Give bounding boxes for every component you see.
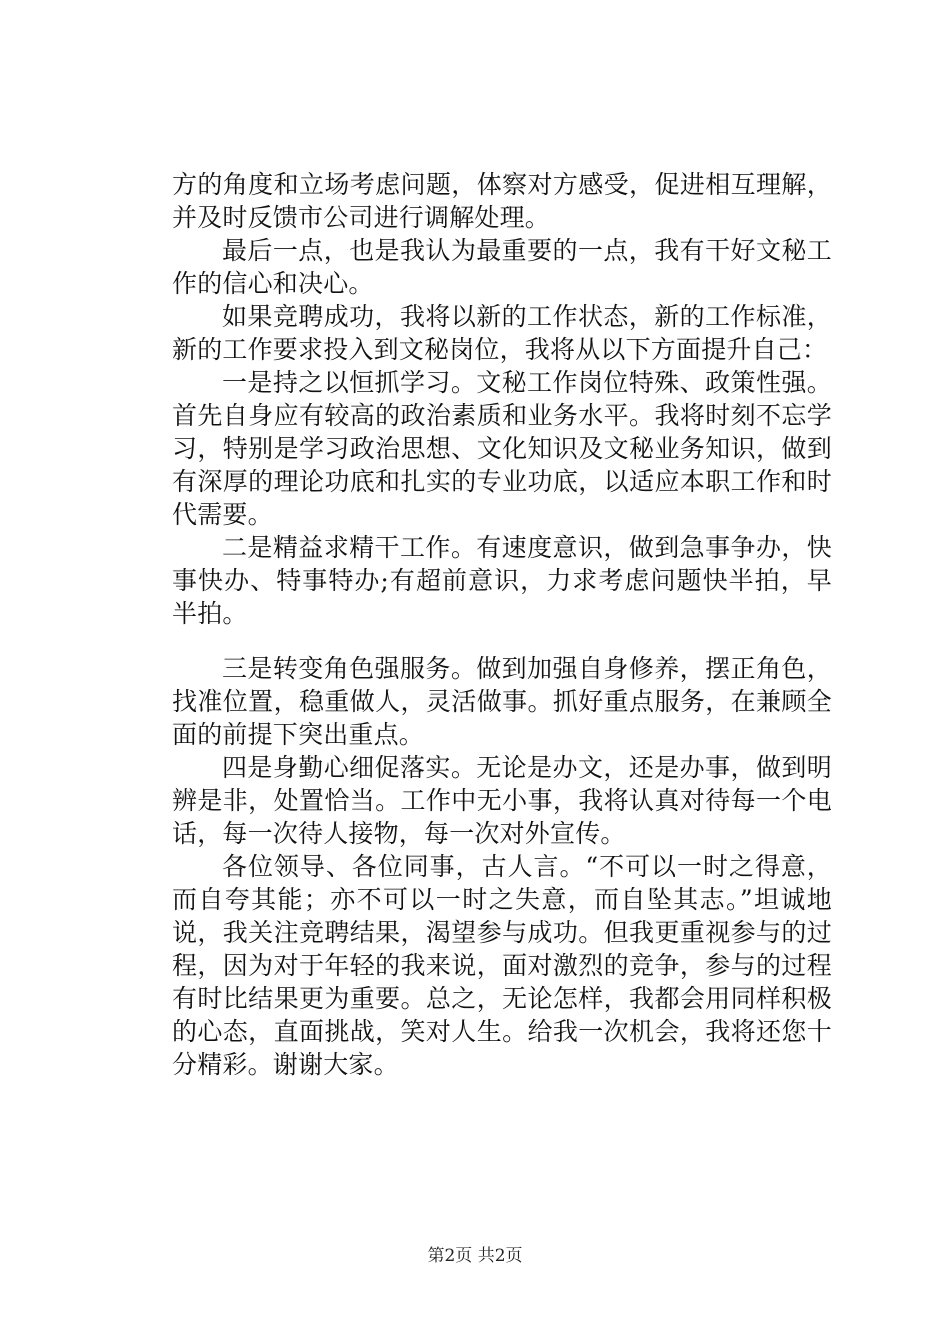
paragraph-point-three: 三是转变角色强服务。做到加强自身修养，摆正角色，找准位置，稳重做人，灵活做事。抓好重点服务，在兼顾全面的前提下突出重点。 (172, 654, 832, 749)
paragraph-continuation: 方的角度和立场考虑问题，体察对方感受，促进相互理解，并及时反馈市公司进行调解处理。 (172, 170, 832, 232)
paragraph-closing: 各位领导、各位同事，古人言。“不可以一时之得意，而自夸其能；亦不可以一时之失意，而自坠其志。”坦诚地说，我关注竞聘结果，渴望参与成功。但我更重视参与的过程，因为对于年轻的我来说，面对激烈的竞争，参与的过程有时比结果更为重要。总之，无论怎样，我都会用同样积极的心态，直面挑战，笑对人生。给我一次机会，我将还您十分精彩。谢谢大家。 (172, 852, 832, 1079)
paragraph-point-two: 二是精益求精干工作。有速度意识，做到急事争办，快事快办、特事特办;有超前意识，力求考虑问题快半拍，早半拍。 (172, 533, 832, 628)
paragraph-confidence: 最后一点，也是我认为最重要的一点，我有干好文秘工作的信心和决心。 (172, 236, 832, 298)
document-body (172, 168, 832, 1081)
paragraph-if-successful: 如果竞聘成功，我将以新的工作状态，新的工作标准，新的工作要求投入到文秘岗位，我将从以下方面提升自己： (172, 302, 832, 364)
paragraph-point-four: 四是身勤心细促落实。无论是办文，还是办事，做到明辨是非，处置恰当。工作中无小事，我将认真对待每一个电话，每一次待人接物，每一次对外宣传。 (172, 753, 832, 848)
paragraph-point-one: 一是持之以恒抓学习。文秘工作岗位特殊、政策性强。首先自身应有较高的政治素质和业务水平。我将时刻不忘学习，特别是学习政治思想、文化知识及文秘业务知识，做到有深厚的理论功底和扎实的专业功底，以适应本职工作和时代需要。 (172, 368, 832, 529)
page-footer: 第2页 共2页 (427, 1246, 523, 1266)
